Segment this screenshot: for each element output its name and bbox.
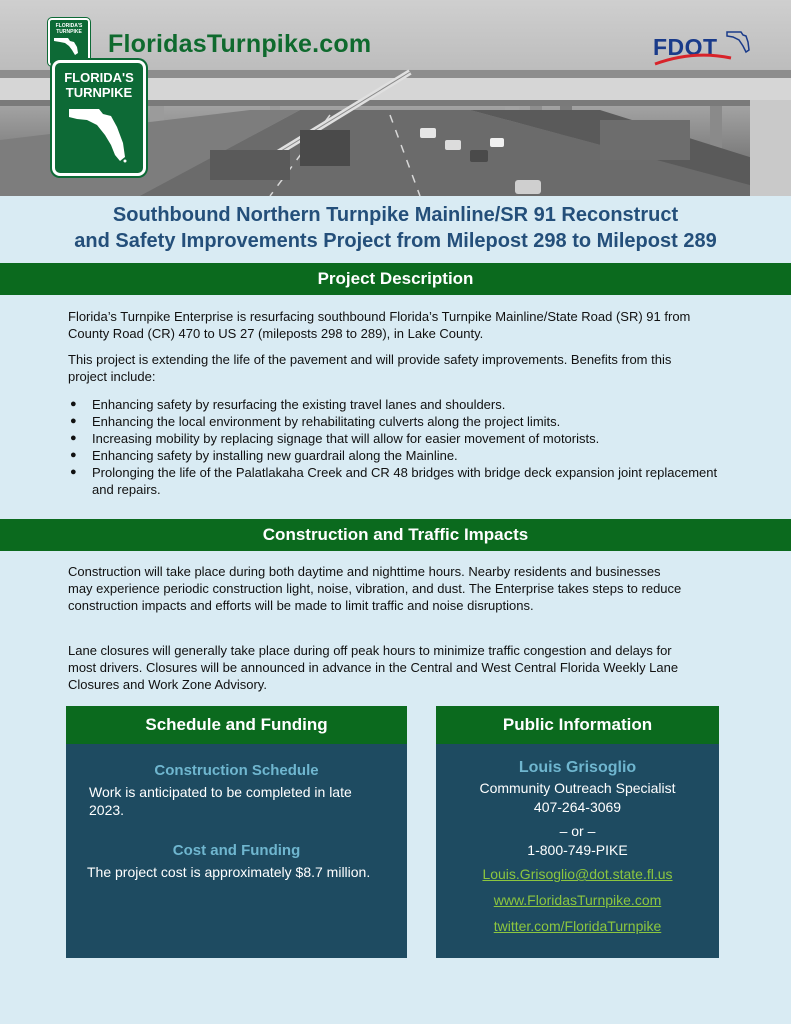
page-title (0, 202, 791, 254)
bullet-icon: ● (70, 449, 77, 461)
header-banner (0, 0, 791, 196)
construction-schedule-subheading: Construction Schedule (154, 762, 319, 779)
florida-map-icon (50, 35, 84, 57)
contact-phone: 407-264-3069 (533, 799, 622, 815)
twitter-link[interactable]: twitter.com/FloridaTurnpike (493, 918, 662, 934)
bullet-icon: ● (70, 432, 77, 444)
construction-para-1: Construction will take place during both daytime and nighttime hours. Nearby residents and businesses may experience periodic construction light, noise, vibration, and dust. The Enterprise takes steps to reduce construction impacts and efforts will be made to limit traffic and noise disruptions. (68, 564, 682, 613)
fdot-swoosh-icon (653, 28, 753, 68)
cost-funding-subheading: Cost and Funding (172, 842, 301, 859)
florida-map-icon (65, 103, 133, 165)
title-line-1: Southbound Northern Turnpike Mainline/SR 91 Reconstruct (112, 204, 679, 226)
logo-main-line2: TURNPIKE (65, 85, 133, 100)
benefit-text: Enhancing safety by resurfacing the existing travel lanes and shoulders. (92, 397, 506, 412)
construction-schedule-text: Work is anticipated to be completed in late 2023. (89, 784, 352, 818)
public-information-heading: Public Information (436, 706, 719, 744)
project-description-para-1: Florida’s Turnpike Enterprise is resurfacing southbound Florida’s Turnpike Mainline/State Road (SR) 91 from County Road (CR) 470 to US 27 (mileposts 298 to 289), in Lake County. (68, 309, 691, 341)
construction-impacts-heading: Construction and Traffic Impacts (0, 519, 791, 551)
website-link[interactable]: www.FloridasTurnpike.com (493, 892, 662, 908)
construction-para-2: Lane closures will generally take place during off peak hours to minimize traffic congestion and delays for most drivers. Closures will be announced in advance in the Central and West Central Florida Weekly Lane Closures and Work Zone Advisory. (68, 643, 679, 692)
benefit-text: Prolonging the life of the Palatlakaha Creek and CR 48 bridges with bridge deck expansion joint replacement and repairs. (92, 465, 718, 497)
fdot-logo (653, 28, 753, 68)
list-item (68, 396, 728, 413)
list-item (68, 464, 728, 498)
benefit-text: Increasing mobility by replacing signage that will allow for easier movement of motorists. (92, 431, 600, 446)
toll-free-phone: 1-800-749-PIKE (527, 842, 628, 858)
turnpike-main-logo (52, 60, 146, 176)
schedule-funding-heading: Schedule and Funding (66, 706, 407, 744)
project-description-para-2: This project is extending the life of the pavement and will provide safety improvements. Benefits from this project include: (68, 352, 672, 384)
fdot-logo-text: FDOT (653, 34, 718, 60)
contact-name: Louis Grisoglio (518, 759, 637, 776)
schedule-funding-box (66, 706, 407, 958)
logo-main-line1: FLORIDA'S (64, 70, 134, 85)
benefit-text: Enhancing safety by installing new guardrail along the Mainline. (92, 448, 458, 463)
turnpike-small-logo (48, 18, 90, 66)
or-separator: – or – (559, 823, 596, 839)
list-item (68, 413, 728, 430)
list-item (68, 447, 728, 464)
public-information-box (436, 706, 719, 958)
benefit-text: Enhancing the local environment by rehabilitating culverts along the project limits. (92, 414, 561, 429)
title-line-2: and Safety Improvements Project from Milepost 298 to Milepost 289 (74, 230, 717, 252)
list-item (68, 430, 728, 447)
contact-role: Community Outreach Specialist (479, 780, 676, 796)
benefits-list (68, 396, 728, 498)
bullet-icon: ● (70, 398, 77, 410)
site-url: FloridasTurnpike.com (108, 30, 372, 58)
bullet-icon: ● (70, 466, 77, 478)
email-link[interactable]: Louis.Grisoglio@dot.state.fl.us (482, 866, 673, 882)
cost-funding-text: The project cost is approximately $8.7 million. (87, 864, 371, 880)
bullet-icon: ● (70, 415, 77, 427)
project-description-heading: Project Description (0, 263, 791, 295)
logo-small-text: FLORIDA'S TURNPIKE (55, 23, 83, 35)
